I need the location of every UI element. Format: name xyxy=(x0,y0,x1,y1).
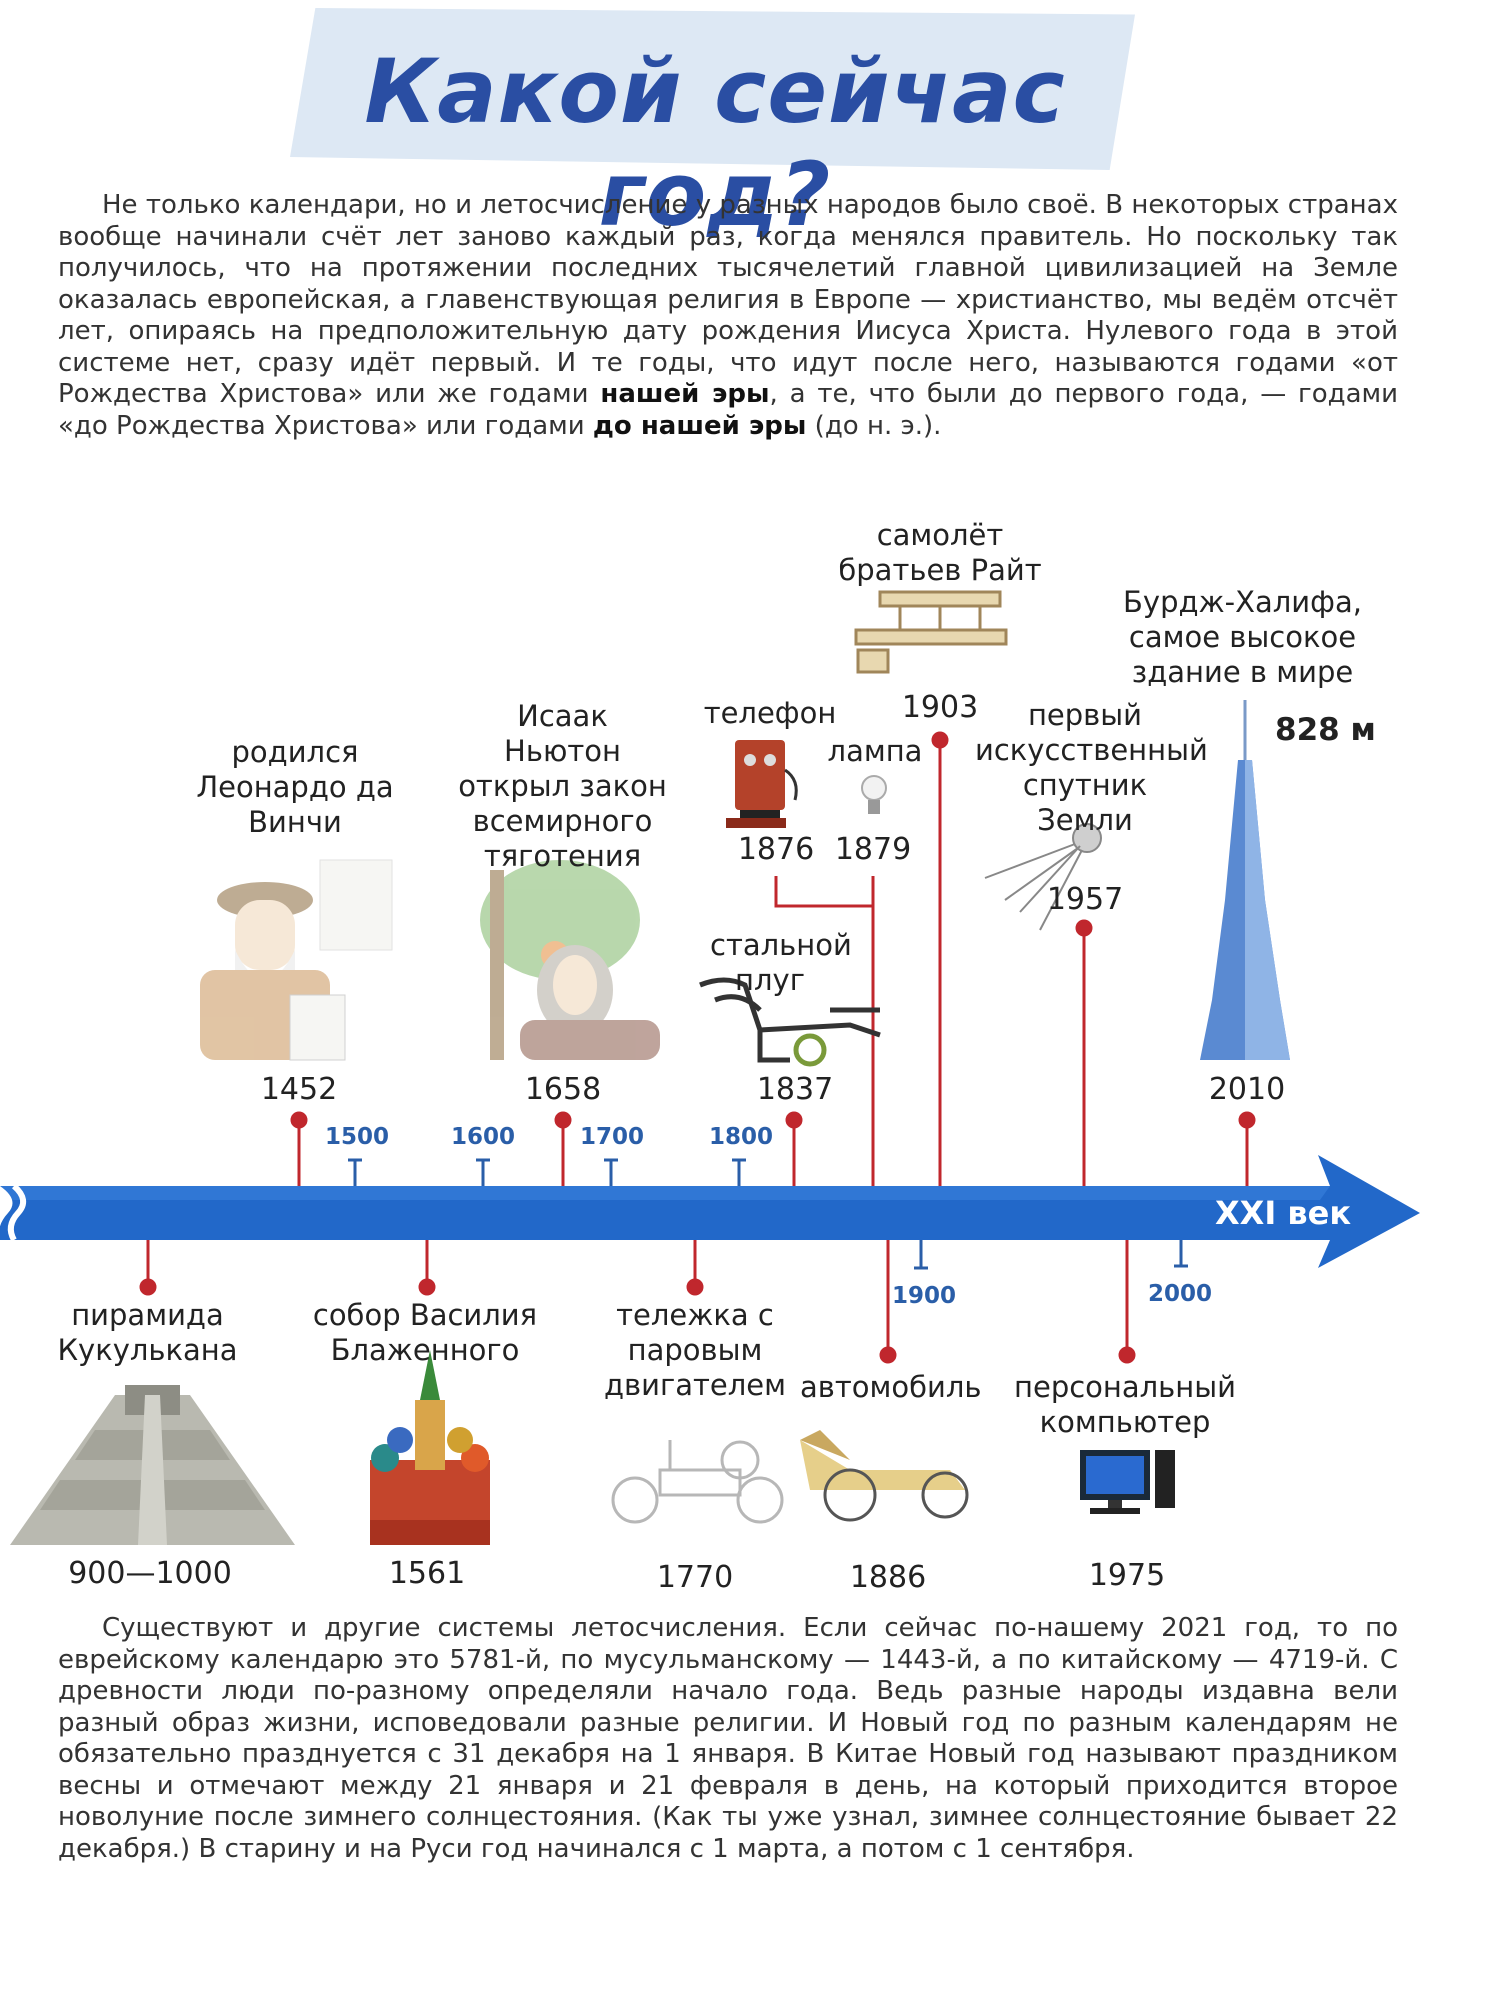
lamp-illustration xyxy=(862,776,886,814)
event-year-1561: 1561 xyxy=(388,1556,466,1591)
event-label-plough: стальной плуг xyxy=(710,928,852,997)
event-label-telephone: телефон xyxy=(703,696,837,730)
event-label-sputnik: первый искусственный спутник Земли xyxy=(975,698,1208,837)
newton-illustration xyxy=(480,860,660,1060)
century-label-1800: 1800 xyxy=(709,1124,774,1150)
century-label-2000: 2000 xyxy=(1148,1281,1213,1307)
event-label-computer: персональный компьютер xyxy=(1014,1370,1236,1439)
steam-cart-illustration xyxy=(613,1440,782,1522)
century-label-1900: 1900 xyxy=(892,1283,957,1309)
event-year-1903: 1903 xyxy=(901,690,979,725)
event-year-1876: 1876 xyxy=(737,832,815,867)
pyramid-illustration xyxy=(10,1385,295,1545)
axis-label: XXI век xyxy=(1215,1194,1352,1232)
event-label-pyramid: пирамида Кукулькана xyxy=(57,1298,238,1367)
intro-bold-2: до нашей эры xyxy=(592,410,807,441)
event-year-2010: 2010 xyxy=(1208,1072,1286,1107)
century-label-1700: 1700 xyxy=(580,1124,645,1150)
airplane-illustration xyxy=(856,592,1006,672)
page-title: Какой сейчас год? xyxy=(364,40,1066,246)
car-illustration xyxy=(800,1430,967,1520)
cathedral-illustration xyxy=(370,1350,490,1545)
event-label-burj-khalifa: Бурдж-Халифа, самое высокое здание в мире xyxy=(1123,585,1362,689)
event-label-airplane: самолёт братьев Райт xyxy=(838,518,1042,587)
event-year-1770: 1770 xyxy=(656,1560,734,1595)
burj-khalifa-illustration xyxy=(1200,700,1290,1060)
event-year-900-1000: 900—1000 xyxy=(68,1556,232,1591)
event-label-leonardo: родился Леонардо да Винчи xyxy=(196,735,394,839)
event-label-lamp: лампа xyxy=(827,734,923,768)
event-label-car: автомобиль xyxy=(800,1370,982,1404)
event-year-1975: 1975 xyxy=(1088,1558,1166,1593)
burj-khalifa-height: 828 м xyxy=(1275,712,1376,748)
event-label-newton: Исаак Ньютон открыл закон всемирного тяготения xyxy=(458,699,667,873)
outro-paragraph: Существуют и другие системы летосчисления. Если сейчас по-нашему 2021 год, то по еврейскому календарю это 5781-й, по мусульманскому — 1443-й, а по китайскому — 4719-й. С древности люди по-разному определяли начало года. Ведь разные народы издавна вели разный образ жизни, исповедовали разные религии. И Новый год по разным календарям не обязательно празднуется с 31 декабря на 1 января. В Китае Новый год называют праздником весны и отмечают между 21 января и 21 февраля в день, на который приходится второе новолуние после зимнего солнцестояния. (Как ты уже узнал, зимнее солнцестояние бывает 22 декабря.) В старину и на Руси год начинался с 1 марта, а потом с 1 сентября. xyxy=(58,1613,1398,1864)
event-year-1879: 1879 xyxy=(834,832,912,867)
intro-bold-1: нашей эры xyxy=(600,379,770,409)
event-year-1837: 1837 xyxy=(756,1072,834,1107)
century-label-1500: 1500 xyxy=(325,1124,390,1150)
event-label-cathedral: собор Василия Блаженного xyxy=(312,1298,538,1367)
event-year-1957: 1957 xyxy=(1046,882,1124,917)
intro-text-3: (до н. э.). xyxy=(806,410,942,441)
century-label-1600: 1600 xyxy=(451,1124,516,1150)
computer-illustration xyxy=(1080,1450,1175,1514)
leonardo-illustration xyxy=(200,860,392,1060)
event-year-1452: 1452 xyxy=(260,1072,338,1107)
intro-text-1: Не только календари, но и летосчисление у разных народов было своё. В некоторых странах вообще начинали счёт лет заново каждый раз, когда менялся правитель. Но поскольку так получилось, что на протяжении последних тысячелетий главной цивилизацией на Земле оказалась европейская, а главенствующая религия в Европе — христианство, мы ведём отсчёт лет, опираясь на предположительную дату рождения Иисуса Христа. Нулевого года в этой системе нет, сразу идёт первый. И те годы, что идут после него, называются годами «от Рождества Христова» или же годами xyxy=(58,190,1398,409)
timeline-axis xyxy=(0,1155,1420,1268)
event-label-steam-cart: тележка с паровым двигателем xyxy=(604,1298,786,1402)
telephone-illustration xyxy=(726,740,796,828)
event-year-1886: 1886 xyxy=(849,1560,927,1595)
event-year-1658: 1658 xyxy=(524,1072,602,1107)
intro-text-2: , а те, что были до первого года, — годами «до Рождества Христова» или годами xyxy=(58,379,1399,441)
